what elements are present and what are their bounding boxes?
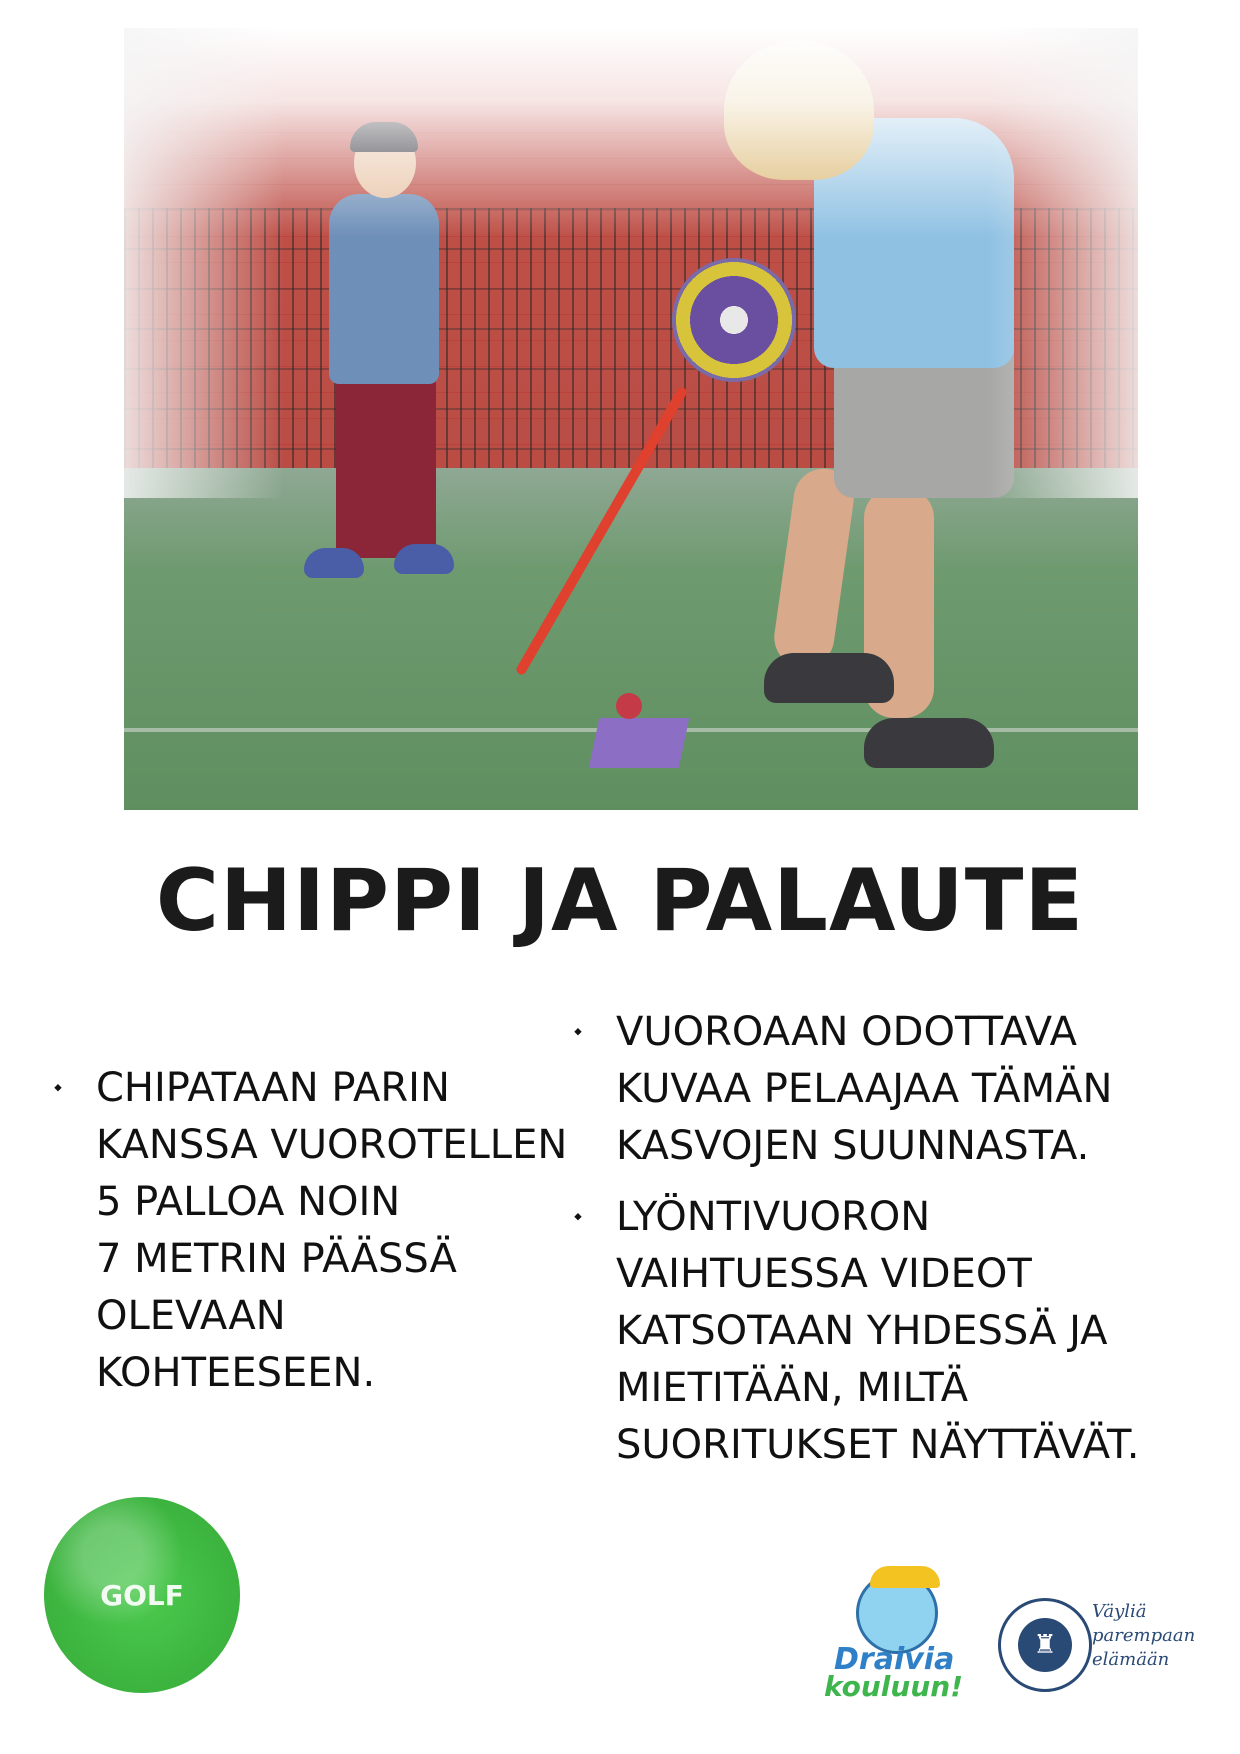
hitting-mat: [589, 718, 690, 768]
lion-emblem-icon: ♜: [1018, 1618, 1072, 1672]
bullet-icon: ⬩: [574, 1204, 582, 1229]
filming-child-legs: [336, 358, 436, 558]
logo-word: kouluun!: [824, 1670, 963, 1703]
shoe: [394, 544, 454, 574]
bullet-icon: ⬩: [54, 1075, 62, 1100]
bullet-icon: ⬩: [574, 1019, 582, 1044]
shoe: [864, 718, 994, 768]
list-item: [574, 1189, 1214, 1474]
chipping-target: [672, 258, 796, 382]
logo-word: Draivia: [834, 1642, 955, 1677]
mascot-cap-icon: [870, 1566, 940, 1588]
badge-label: GOLF: [100, 1578, 184, 1612]
list-item: [54, 1060, 584, 1402]
photo-fade: [124, 28, 284, 498]
logo-slogan: Väyliä parempaan elämään: [1092, 1601, 1196, 1670]
golf-federation-logo: [998, 1598, 1092, 1692]
list-item-text: LYÖNTIVUORON VAIHTUESSA VIDEOT KATSOTAAN YHDESSÄ JA MIETITÄÄN, MILTÄ SUORITUKSET NÄYTTÄVÄT.: [616, 1194, 1140, 1468]
left-column: [54, 1060, 584, 1416]
list-item: [574, 1004, 1214, 1175]
ball: [616, 693, 642, 719]
shoe: [304, 548, 364, 578]
draivia-logo: [820, 1566, 980, 1703]
list-item-text: VUOROAAN ODOTTAVA KUVAA PELAAJAA TÄMÄN KASVOJEN SUUNNASTA.: [616, 1009, 1113, 1169]
hero-photo: [124, 28, 1138, 810]
right-column: [574, 1004, 1214, 1488]
photo-fade: [988, 28, 1138, 498]
golf-ball-badge: [44, 1497, 240, 1693]
page-title: CHIPPI JA PALAUTE: [155, 851, 1085, 951]
shoe: [764, 653, 894, 703]
list-item-text: CHIPATAAN PARIN KANSSA VUOROTELLEN 5 PALLOA NOIN 7 METRIN PÄÄSSÄ OLEVAAN KOHTEESEEN.: [96, 1065, 568, 1396]
